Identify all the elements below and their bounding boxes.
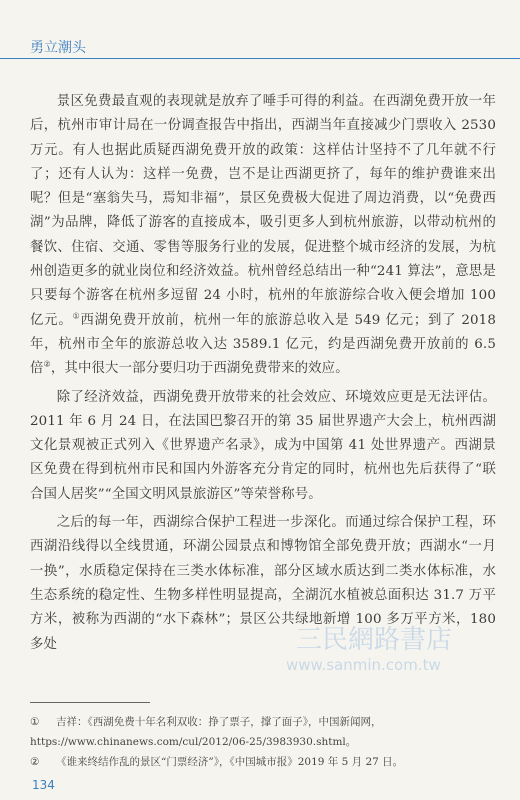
- watermark-label: 三民網路書店: [296, 625, 453, 655]
- footnote-1-text: 吉祥：《西湖免费十年名利双收：挣了票子，撑了面子》，中国新闻网，https://www.chinanews.com/cul/2012/06-25/3983930.shtml。: [30, 716, 382, 748]
- paragraph-1-text-c: ，其中很大一部分要归功于西湖免费带来的效应。: [50, 361, 349, 377]
- running-title: 勇立潮头: [30, 40, 86, 56]
- paragraph-2: 除了经济效益，西湖免费开放带来的社会效应、环境效应更是无法评估。2011 年 6 月 24 日，在法国巴黎召开的第 35 届世界遗产大会上，杭州西湖文化景观被正式列入《世界遗产名录》，成为中国第 41 处世界遗产。西湖景区免费在得到杭州市民和国内外游客充分肯定的同时，杭州也先后获得了“联合国人居奖”“全国文明风景旅游区”等荣誉称号。: [30, 389, 496, 502]
- footnote-2: [30, 752, 500, 772]
- footnote-1-mark: ①: [30, 716, 40, 728]
- paragraph-3: 之后的每一年，西湖综合保护工程进一步深化。而通过综合保护工程，环西湖沿线得以全线贯通，环湖公园景点和博物馆全部免费开放；西湖水“一月一换”，水质稳定保持在三类水体标准，部分区域水质达到二类水体标准，水生态系统的稳定性、生物多样性明显提高，全湖沉水植被总面积达 31.7 万平方米，被称为西湖的“水下森林”；景区公共绿地新增 100 多万平方米，180 多处: [30, 515, 496, 652]
- footnotes: [30, 712, 500, 772]
- footnote-ref-1[interactable]: ①: [72, 311, 81, 321]
- paragraph-1-text-b: 西湖免费开放前，杭州一年的旅游总收入是 549 亿元；到了 2018 年，杭州市全年的旅游总收入达 3589.1 亿元，约是西湖免费开放前的 6.5 倍: [30, 312, 497, 377]
- footnote-ref-2[interactable]: ②: [43, 359, 51, 369]
- paragraph-1-text: 景区免费最直观的表现就是放弃了唾手可得的利益。在西湖免费开放一年后，杭州市审计局在一份调查报告中指出，西湖当年直接减少门票收入 2530 万元。有人也据此质疑西湖免费开放的政策：这样估计坚持不了几年就不行了；还有人认为：这样一免费，岂不是让西湖更挤了，每年的维护费谁来出呢？但是“塞翁失马，焉知非福”，景区免费极大促进了周边消费，以“免费西湖”为品牌，降低了游客的直接成本，吸引更多人到杭州旅游，以带动杭州的餐饮、住宿、交通、零售等服务行业的发展，促进整个城市经济的发展，为杭州创造更多的就业岗位和经济效益。杭州曾经总结出一种“241 算法”，意思是只要每个游客在杭州多逗留 24 小时，杭州的年旅游综合收入便会增加 100 亿元。: [30, 94, 496, 328]
- page-number: 134: [32, 778, 55, 792]
- header-rule: [0, 58, 520, 59]
- footnote-1: [30, 712, 500, 752]
- footnote-rule: [30, 702, 150, 703]
- footnote-2-mark: ②: [30, 756, 40, 768]
- footnote-2-text: 《谁来终结作乱的景区“门票经济”》，《中国城市报》2019 年 5 月 27 日。: [56, 756, 404, 768]
- main-body: [30, 90, 496, 661]
- paragraph-1: [30, 90, 496, 382]
- watermark-url: www.sanmin.com.tw: [286, 656, 441, 674]
